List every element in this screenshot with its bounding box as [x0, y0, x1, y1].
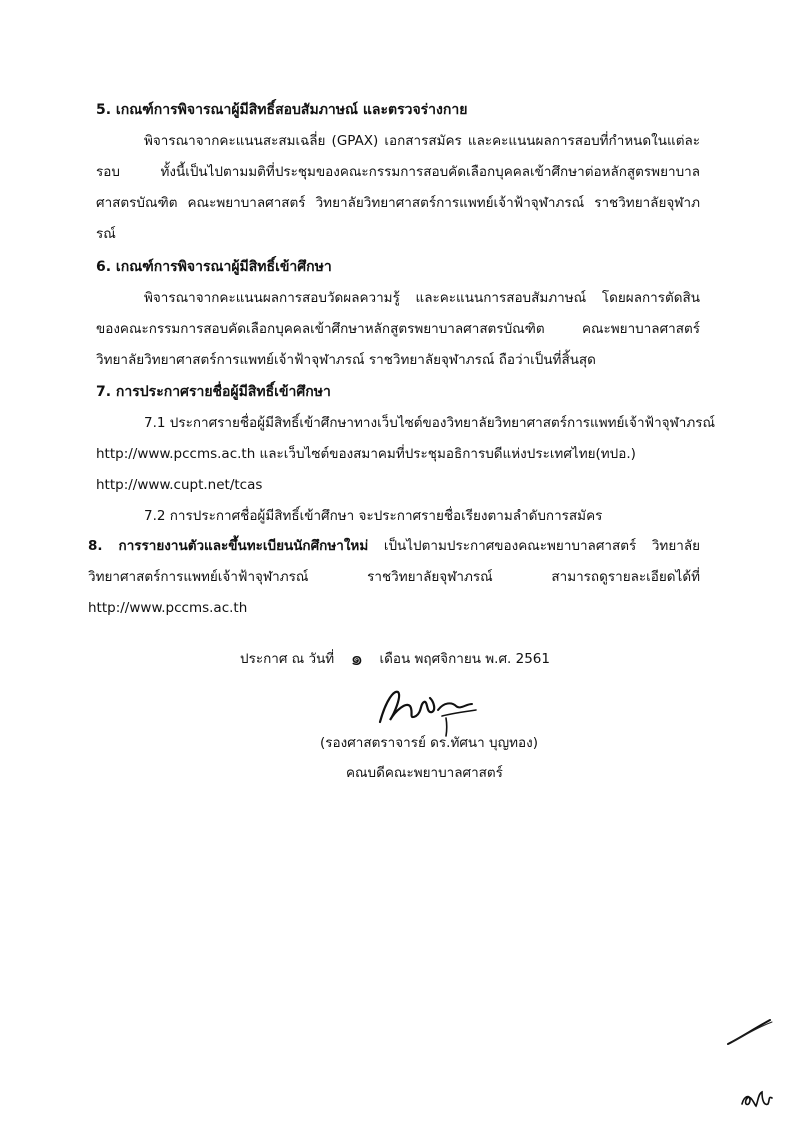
section-7-item-1-line-2: http://www.pccms.ac.th และเว็บไซต์ของสมาคมที่ประชุมอธิการบดีแห่งประเทศไทย(ทปอ.): [96, 446, 636, 462]
announcement-prefix: ประกาศ ณ วันที่: [240, 651, 335, 667]
section-8: [88, 531, 700, 624]
section-8-paragraph: [88, 531, 700, 624]
section-6-heading: 6. เกณฑ์การพิจารณาผู้มีสิทธิ์เข้าศึกษา: [96, 259, 332, 275]
initials-image: [738, 1086, 778, 1112]
signatory-position: คณบดีคณะพยาบาลศาสตร์: [346, 765, 503, 781]
announcement-month-year: เดือน พฤศจิกายน พ.ศ. 2561: [379, 651, 550, 667]
section-7-item-1-link[interactable]: http://www.cupt.net/tcas: [96, 477, 263, 493]
signatory-name: (รองศาสตราจารย์ ดร.ทัศนา บุญทอง): [320, 735, 538, 751]
section-7-heading: 7. การประกาศรายชื่อผู้มีสิทธิ์เข้าศึกษา: [96, 384, 331, 400]
section-6-body: พิจารณาจากคะแนนผลการสอบวัดผลความรู้ และคะแนนการสอบสัมภาษณ์ โดยผลการตัดสินของคณะกรรมการสอบคัดเลือกบุคคลเข้าศึกษาหลักสูตรพยาบาลศาสตรบัณฑิต คณะพยาบาลศาสตร์ วิทยาลัยวิทยาศาสตร์การแพทย์เจ้าฟ้าจุฬาภรณ์ ราชวิทยาลัยจุฬาภรณ์ ถือว่าเป็นที่สิ้นสุด: [96, 290, 700, 368]
section-5-body: พิจารณาจากคะแนนสะสมเฉลี่ย (GPAX) เอกสารสมัคร และคะแนนผลการสอบที่กำหนดในแต่ละรอบ ทั้งนี้เป็นไปตามมติที่ประชุมของคณะกรรมการสอบคัดเลือกบุคคลเข้าศึกษาต่อหลักสูตรพยาบาลศาสตรบัณฑิต คณะพยาบาลศาสตร์ วิทยาลัยวิทยาศาสตร์การแพทย์เจ้าฟ้าจุฬาภรณ์ ราชวิทยาลัยจุฬาภรณ์: [96, 133, 700, 242]
section-5: [96, 100, 700, 250]
announcement-date: [240, 648, 550, 669]
section-8-body: เป็นไปตามประกาศของคณะพยาบาลศาสตร์ วิทยาลัยวิทยาศาสตร์การแพทย์เจ้าฟ้าจุฬาภรณ์ ราชวิทยาลัยจุฬาภรณ์ สามารถดูรายละเอียดได้ที่ http://www.pccms.ac.th: [88, 538, 701, 616]
pen-mark-image: [726, 1016, 776, 1048]
section-6: [96, 257, 700, 376]
section-8-heading: 8. การรายงานตัวและขึ้นทะเบียนนักศึกษาใหม่: [88, 538, 369, 554]
section-7-item-1-line-1: 7.1 ประกาศรายชื่อผู้มีสิทธิ์เข้าศึกษาทางเว็บไซต์ของวิทยาลัยวิทยาศาสตร์การแพทย์เจ้าฟ้าจุฬาภรณ์: [144, 415, 716, 431]
section-7-item-2: 7.2 การประกาศชื่อผู้มีสิทธิ์เข้าศึกษา จะประกาศรายชื่อเรียงตามลำดับการสมัคร: [144, 508, 603, 524]
announcement-day: ๑: [350, 646, 364, 670]
section-7: [96, 382, 716, 532]
section-5-heading: 5. เกณฑ์การพิจารณาผู้มีสิทธิ์สอบสัมภาษณ์ และตรวจร่างกาย: [96, 102, 468, 118]
signature-image: [372, 680, 482, 740]
